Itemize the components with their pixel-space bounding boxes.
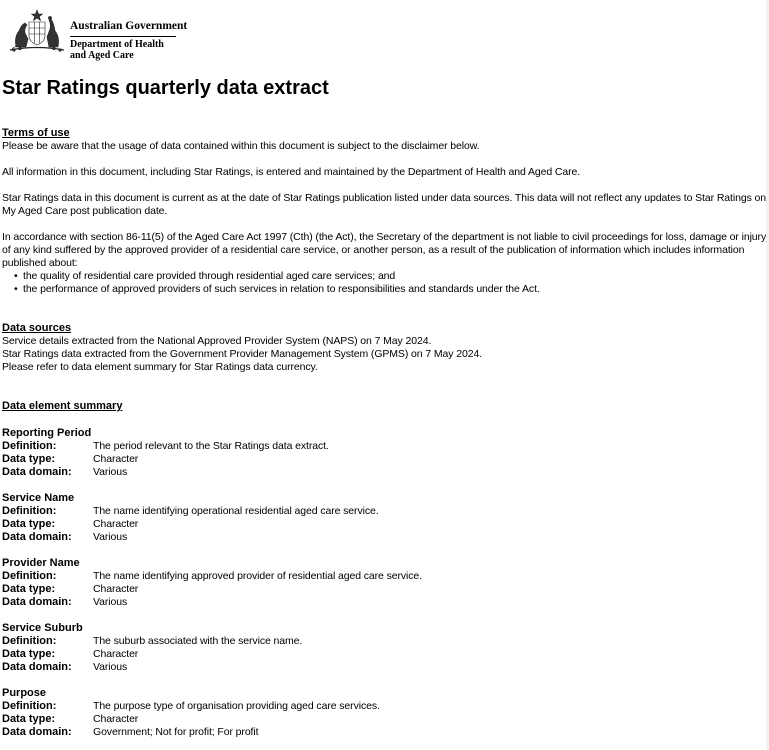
department-name-line-2: and Aged Care bbox=[70, 50, 134, 61]
element-name: Reporting Period bbox=[2, 427, 92, 439]
terms-bullet-item: • the performance of approved providers of such services in relation to responsibilities and standards under the Act. bbox=[14, 283, 540, 295]
data-domain-value: Government; Not for profit; For profit bbox=[93, 726, 259, 738]
definition-label: Definition: bbox=[2, 570, 57, 582]
data-type-value: Character bbox=[93, 518, 139, 530]
data-element-summary-heading: Data element summary bbox=[2, 400, 123, 412]
element-name: Service Suburb bbox=[2, 622, 83, 634]
header-divider bbox=[70, 36, 176, 37]
data-type-label: Data type: bbox=[2, 518, 56, 530]
definition-value: The name identifying operational residential aged care service. bbox=[93, 505, 379, 517]
data-domain-value: Various bbox=[93, 531, 128, 543]
definition-value: The name identifying approved provider of residential aged care service. bbox=[93, 570, 422, 582]
definition-value: The purpose type of organisation providing aged care services. bbox=[93, 700, 380, 712]
element-name: Purpose bbox=[2, 687, 47, 699]
definition-label: Definition: bbox=[2, 440, 57, 452]
data-domain-label: Data domain: bbox=[2, 726, 72, 738]
page-title: Star Ratings quarterly data extract bbox=[2, 77, 329, 99]
government-logo bbox=[8, 9, 188, 63]
terms-bullet-item: • the quality of residential care provided through residential aged care services; and bbox=[14, 270, 396, 282]
terms-paragraph-3: Star Ratings data in this document is current as at the date of Star Ratings publication listed under data sources. This data will not reflect any updates to Star Ratings on My Aged Care post publication date. bbox=[2, 192, 767, 217]
data-domain-label: Data domain: bbox=[2, 531, 72, 543]
data-type-value: Character bbox=[93, 648, 139, 660]
data-source-line: Service details extracted from the National Approved Provider System (NAPS) on 7 May 2024. bbox=[2, 335, 432, 347]
terms-of-use-heading: Terms of use bbox=[2, 127, 70, 139]
terms-paragraph-4: In accordance with section 86-11(5) of the Aged Care Act 1997 (Cth) (the Act), the Secretary of the department is not liable to civil proceedings for loss, damage or injury of any kind suffered by the approved provider of a residential care service, or another person, as a result of the publication of information which includes information published about: bbox=[2, 231, 767, 269]
data-source-line: Please refer to data element summary for Star Ratings data currency. bbox=[2, 361, 318, 373]
terms-paragraph-1: Please be aware that the usage of data contained within this document is subject to the disclaimer below. bbox=[2, 140, 480, 152]
data-domain-value: Various bbox=[93, 596, 128, 608]
definition-value: The period relevant to the Star Ratings data extract. bbox=[93, 440, 329, 452]
definition-value: The suburb associated with the service name. bbox=[93, 635, 303, 647]
government-name: Australian Government bbox=[70, 20, 188, 32]
data-type-value: Character bbox=[93, 713, 139, 725]
data-source-line: Star Ratings data extracted from the Government Provider Management System (GPMS) on 7 May 2024. bbox=[2, 348, 483, 360]
data-type-label: Data type: bbox=[2, 713, 56, 725]
data-domain-label: Data domain: bbox=[2, 596, 72, 608]
definition-label: Definition: bbox=[2, 635, 57, 647]
data-type-label: Data type: bbox=[2, 648, 56, 660]
coat-of-arms-icon bbox=[8, 9, 66, 53]
data-domain-label: Data domain: bbox=[2, 466, 72, 478]
data-domain-label: Data domain: bbox=[2, 661, 72, 673]
element-name: Service Name bbox=[2, 492, 75, 504]
data-type-value: Character bbox=[93, 583, 139, 595]
definition-label: Definition: bbox=[2, 700, 57, 712]
data-type-label: Data type: bbox=[2, 453, 56, 465]
definition-label: Definition: bbox=[2, 505, 57, 517]
data-type-label: Data type: bbox=[2, 583, 56, 595]
data-type-value: Character bbox=[93, 453, 139, 465]
data-sources-heading: Data sources bbox=[2, 322, 72, 334]
terms-paragraph-2: All information in this document, including Star Ratings, is entered and maintained by the Department of Health and Aged Care. bbox=[2, 166, 581, 178]
data-domain-value: Various bbox=[93, 661, 128, 673]
department-name-line-1: Department of Health bbox=[70, 39, 164, 50]
data-domain-value: Various bbox=[93, 466, 128, 478]
element-name: Provider Name bbox=[2, 557, 80, 569]
